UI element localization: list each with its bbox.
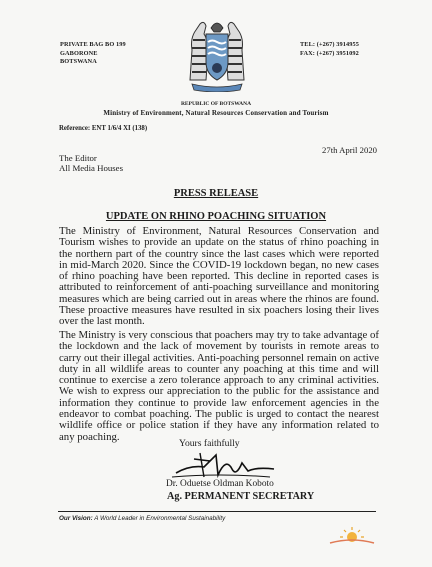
signatory-title: Ag. PERMANENT SECRETARY: [167, 491, 315, 502]
coat-of-arms-emblem: [180, 10, 254, 92]
subject-heading: UPDATE ON RHINO POACHING SITUATION: [105, 211, 327, 222]
address-line: PRIVATE BAG BO 199: [60, 41, 126, 48]
recipient-line: All Media Houses: [59, 163, 124, 174]
closing-salutation: Yours faithfully: [179, 438, 240, 449]
recipient-line: The Editor: [59, 153, 97, 163]
vision-text: A World Leader in Environmental Sustainability: [94, 515, 226, 522]
address-line: GABORONE: [60, 49, 98, 57]
reference-number: Reference: ENT 1/6/4 XI (138): [59, 125, 148, 132]
ministry-name: Ministry of Environment, Natural Resources Conservation and Tourism: [103, 109, 329, 117]
body-paragraph-2: The Ministry is very conscious that poachers may try to take advantage of the lockdown and the lack of movement by tourists in remote areas to carry out their illegal activities. Anti-poaching personnel remain on active duty in all wildlife areas to counter any poaching at this time and will continue to exercise a zero tolerance approach to any criminal activities. We wish to express our appreciation to the public for the assistance and information they continue to provide law enforcement agencies in the endeavor to combat poaching. The public is urged to contact the nearest wildlife office or police station if they have any information related to any poaching.: [59, 329, 379, 443]
signatory-name: Dr. Oduetse Oldman Koboto: [166, 479, 274, 489]
address-line: BOTSWANA: [60, 58, 97, 66]
telephone-number: TEL: (+267) 3914955: [300, 41, 360, 48]
recipient-block: [59, 153, 123, 174]
body-paragraph-1: The Ministry of Environment, Natural Resources Conservation and Tourism wishes to provide an update on the status of rhino poaching in the northern part of the country since the last cases which were reported in mid-March 2020. Since the COVID-19 lockdown began, no new cases of rhino poaching have been reported. This decline in reported cases is attributed to reinforcement of anti-poaching surveillance and monitoring measures which are being carried out in areas where the rhinos are found. These proactive measures have resulted in six poachers losing their lives over the last month.: [59, 225, 379, 328]
contact-numbers: [300, 41, 359, 58]
footer-divider: [58, 511, 376, 512]
sun-logo-icon: [324, 525, 380, 545]
republic-label: REPUBLIC OF BOTSWANA: [180, 101, 252, 107]
fax-number: FAX: (+267) 3951092: [300, 49, 359, 57]
vision-statement: [59, 515, 225, 522]
letter-date: 27th April 2020: [322, 145, 378, 155]
handwritten-signature: [170, 447, 280, 481]
vision-label: Our Vision:: [59, 515, 93, 522]
postal-address: [60, 41, 126, 67]
press-release-heading: PRESS RELEASE: [173, 188, 259, 199]
